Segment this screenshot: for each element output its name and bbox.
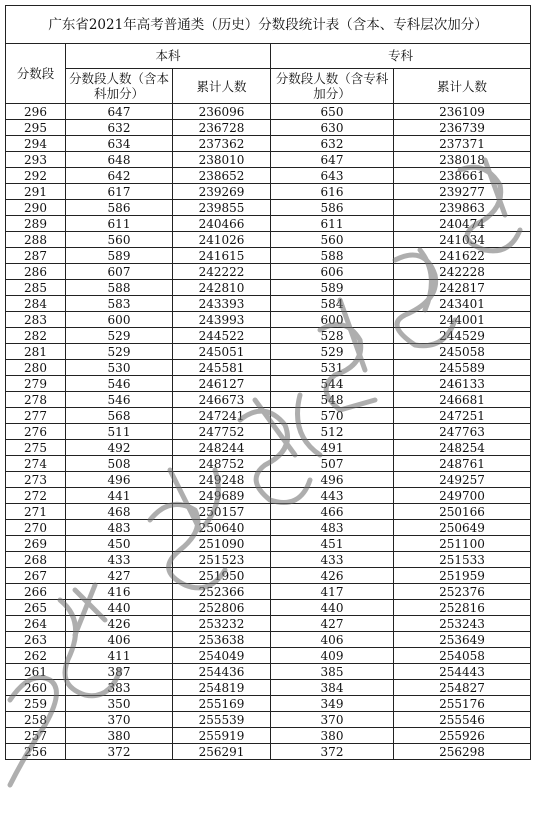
zhuanke-count-cell: 632 bbox=[271, 136, 394, 152]
benke-count-cell: 529 bbox=[66, 328, 173, 344]
score-cell: 261 bbox=[6, 664, 66, 680]
zhuanke-count-cell: 630 bbox=[271, 120, 394, 136]
benke-count-cell: 350 bbox=[66, 696, 173, 712]
zhuanke-cumulative-cell: 252816 bbox=[394, 600, 531, 616]
table-row bbox=[6, 328, 531, 344]
zhuanke-cumulative-cell: 253243 bbox=[394, 616, 531, 632]
benke-count-cell: 600 bbox=[66, 312, 173, 328]
zhuanke-cumulative-cell: 254443 bbox=[394, 664, 531, 680]
benke-cumulative-cell: 249689 bbox=[173, 488, 271, 504]
zhuanke-count-cell: 647 bbox=[271, 152, 394, 168]
zhuanke-count-cell: 426 bbox=[271, 568, 394, 584]
benke-cumulative-cell: 247752 bbox=[173, 424, 271, 440]
benke-cumulative-cell: 255169 bbox=[173, 696, 271, 712]
table-row bbox=[6, 472, 531, 488]
score-header: 分数段 bbox=[6, 44, 66, 104]
zhuanke-cumulative-cell: 241034 bbox=[394, 232, 531, 248]
zhuanke-cumulative-cell: 246681 bbox=[394, 392, 531, 408]
zhuanke-cumulative-cell: 251100 bbox=[394, 536, 531, 552]
score-cell: 266 bbox=[6, 584, 66, 600]
zhuanke-cumulative-cell: 240474 bbox=[394, 216, 531, 232]
table-row bbox=[6, 536, 531, 552]
table-row bbox=[6, 232, 531, 248]
zhuanke-cumulative-header: 累计人数 bbox=[394, 69, 531, 104]
benke-cumulative-cell: 243393 bbox=[173, 296, 271, 312]
zhuanke-cumulative-cell: 255176 bbox=[394, 696, 531, 712]
benke-cumulative-cell: 256291 bbox=[173, 744, 271, 760]
benke-count-cell: 450 bbox=[66, 536, 173, 552]
benke-cumulative-cell: 239855 bbox=[173, 200, 271, 216]
benke-cumulative-cell: 245581 bbox=[173, 360, 271, 376]
score-cell: 286 bbox=[6, 264, 66, 280]
benke-cumulative-cell: 242222 bbox=[173, 264, 271, 280]
score-cell: 281 bbox=[6, 344, 66, 360]
zhuanke-cumulative-cell: 254058 bbox=[394, 648, 531, 664]
zhuanke-cumulative-cell: 242228 bbox=[394, 264, 531, 280]
zhuanke-count-cell: 560 bbox=[271, 232, 394, 248]
table-row bbox=[6, 216, 531, 232]
zhuanke-count-cell: 370 bbox=[271, 712, 394, 728]
zhuanke-count-cell: 433 bbox=[271, 552, 394, 568]
benke-cumulative-cell: 240466 bbox=[173, 216, 271, 232]
benke-count-cell: 426 bbox=[66, 616, 173, 632]
benke-cumulative-cell: 255539 bbox=[173, 712, 271, 728]
table-row bbox=[6, 200, 531, 216]
benke-count-cell: 530 bbox=[66, 360, 173, 376]
zhuanke-cumulative-cell: 255926 bbox=[394, 728, 531, 744]
table-row bbox=[6, 552, 531, 568]
table-row bbox=[6, 136, 531, 152]
zhuanke-header: 专科 bbox=[271, 44, 531, 69]
zhuanke-cumulative-cell: 243401 bbox=[394, 296, 531, 312]
score-cell: 280 bbox=[6, 360, 66, 376]
zhuanke-count-cell: 466 bbox=[271, 504, 394, 520]
benke-count-header: 分数段人数（含本科加分） bbox=[66, 69, 173, 104]
score-cell: 257 bbox=[6, 728, 66, 744]
benke-cumulative-cell: 243993 bbox=[173, 312, 271, 328]
benke-count-cell: 546 bbox=[66, 392, 173, 408]
table-row bbox=[6, 632, 531, 648]
score-cell: 291 bbox=[6, 184, 66, 200]
benke-count-cell: 427 bbox=[66, 568, 173, 584]
score-cell: 287 bbox=[6, 248, 66, 264]
score-cell: 277 bbox=[6, 408, 66, 424]
zhuanke-cumulative-cell: 249700 bbox=[394, 488, 531, 504]
zhuanke-count-cell: 584 bbox=[271, 296, 394, 312]
benke-cumulative-cell: 239269 bbox=[173, 184, 271, 200]
table-row bbox=[6, 616, 531, 632]
zhuanke-count-cell: 548 bbox=[271, 392, 394, 408]
table-row bbox=[6, 104, 531, 120]
table-row bbox=[6, 488, 531, 504]
benke-cumulative-cell: 247241 bbox=[173, 408, 271, 424]
zhuanke-cumulative-cell: 250166 bbox=[394, 504, 531, 520]
benke-cumulative-cell: 254049 bbox=[173, 648, 271, 664]
zhuanke-count-cell: 349 bbox=[271, 696, 394, 712]
benke-cumulative-cell: 237362 bbox=[173, 136, 271, 152]
score-cell: 264 bbox=[6, 616, 66, 632]
score-cell: 270 bbox=[6, 520, 66, 536]
zhuanke-count-cell: 384 bbox=[271, 680, 394, 696]
table-row bbox=[6, 360, 531, 376]
benke-cumulative-cell: 241026 bbox=[173, 232, 271, 248]
zhuanke-cumulative-cell: 247763 bbox=[394, 424, 531, 440]
score-cell: 258 bbox=[6, 712, 66, 728]
zhuanke-count-cell: 616 bbox=[271, 184, 394, 200]
zhuanke-count-cell: 588 bbox=[271, 248, 394, 264]
table-row bbox=[6, 344, 531, 360]
benke-cumulative-cell: 248752 bbox=[173, 456, 271, 472]
benke-cumulative-header: 累计人数 bbox=[173, 69, 271, 104]
zhuanke-count-cell: 385 bbox=[271, 664, 394, 680]
table-row bbox=[6, 584, 531, 600]
table-title: 广东省2021年高考普通类（历史）分数段统计表（含本、专科层次加分） bbox=[6, 6, 531, 44]
zhuanke-cumulative-cell: 247251 bbox=[394, 408, 531, 424]
benke-count-cell: 433 bbox=[66, 552, 173, 568]
benke-count-cell: 440 bbox=[66, 600, 173, 616]
zhuanke-cumulative-cell: 253649 bbox=[394, 632, 531, 648]
score-cell: 267 bbox=[6, 568, 66, 584]
benke-cumulative-cell: 242810 bbox=[173, 280, 271, 296]
score-cell: 285 bbox=[6, 280, 66, 296]
score-cell: 292 bbox=[6, 168, 66, 184]
benke-cumulative-cell: 253232 bbox=[173, 616, 271, 632]
benke-count-cell: 560 bbox=[66, 232, 173, 248]
table-row bbox=[6, 504, 531, 520]
benke-count-cell: 441 bbox=[66, 488, 173, 504]
header-row-2 bbox=[6, 69, 531, 104]
benke-cumulative-cell: 236096 bbox=[173, 104, 271, 120]
zhuanke-count-cell: 440 bbox=[271, 600, 394, 616]
zhuanke-cumulative-cell: 238018 bbox=[394, 152, 531, 168]
zhuanke-cumulative-cell: 251533 bbox=[394, 552, 531, 568]
benke-count-cell: 632 bbox=[66, 120, 173, 136]
zhuanke-count-cell: 529 bbox=[271, 344, 394, 360]
benke-cumulative-cell: 251090 bbox=[173, 536, 271, 552]
benke-count-cell: 648 bbox=[66, 152, 173, 168]
table-body bbox=[6, 104, 531, 760]
table-row bbox=[6, 664, 531, 680]
table-row bbox=[6, 568, 531, 584]
table-row bbox=[6, 376, 531, 392]
zhuanke-cumulative-cell: 244001 bbox=[394, 312, 531, 328]
table-row bbox=[6, 280, 531, 296]
zhuanke-cumulative-cell: 252376 bbox=[394, 584, 531, 600]
benke-count-cell: 546 bbox=[66, 376, 173, 392]
zhuanke-cumulative-cell: 239277 bbox=[394, 184, 531, 200]
benke-cumulative-cell: 246673 bbox=[173, 392, 271, 408]
benke-cumulative-cell: 255919 bbox=[173, 728, 271, 744]
benke-cumulative-cell: 251523 bbox=[173, 552, 271, 568]
benke-cumulative-cell: 250640 bbox=[173, 520, 271, 536]
benke-count-cell: 607 bbox=[66, 264, 173, 280]
benke-count-cell: 647 bbox=[66, 104, 173, 120]
zhuanke-cumulative-cell: 245589 bbox=[394, 360, 531, 376]
zhuanke-count-header: 分数段人数（含专科加分） bbox=[271, 69, 394, 104]
benke-count-cell: 492 bbox=[66, 440, 173, 456]
zhuanke-cumulative-cell: 248254 bbox=[394, 440, 531, 456]
score-cell: 288 bbox=[6, 232, 66, 248]
zhuanke-count-cell: 589 bbox=[271, 280, 394, 296]
score-cell: 274 bbox=[6, 456, 66, 472]
score-cell: 265 bbox=[6, 600, 66, 616]
score-cell: 289 bbox=[6, 216, 66, 232]
benke-count-cell: 380 bbox=[66, 728, 173, 744]
benke-count-cell: 642 bbox=[66, 168, 173, 184]
zhuanke-count-cell: 417 bbox=[271, 584, 394, 600]
benke-count-cell: 508 bbox=[66, 456, 173, 472]
zhuanke-cumulative-cell: 246133 bbox=[394, 376, 531, 392]
benke-count-cell: 416 bbox=[66, 584, 173, 600]
zhuanke-count-cell: 427 bbox=[271, 616, 394, 632]
zhuanke-count-cell: 409 bbox=[271, 648, 394, 664]
benke-count-cell: 634 bbox=[66, 136, 173, 152]
score-cell: 259 bbox=[6, 696, 66, 712]
zhuanke-count-cell: 372 bbox=[271, 744, 394, 760]
benke-cumulative-cell: 252806 bbox=[173, 600, 271, 616]
zhuanke-cumulative-cell: 251959 bbox=[394, 568, 531, 584]
score-cell: 275 bbox=[6, 440, 66, 456]
zhuanke-count-cell: 507 bbox=[271, 456, 394, 472]
zhuanke-count-cell: 650 bbox=[271, 104, 394, 120]
table-row bbox=[6, 696, 531, 712]
zhuanke-cumulative-cell: 242817 bbox=[394, 280, 531, 296]
benke-count-cell: 586 bbox=[66, 200, 173, 216]
score-cell: 278 bbox=[6, 392, 66, 408]
zhuanke-count-cell: 451 bbox=[271, 536, 394, 552]
benke-cumulative-cell: 238652 bbox=[173, 168, 271, 184]
table-row bbox=[6, 264, 531, 280]
zhuanke-count-cell: 483 bbox=[271, 520, 394, 536]
benke-count-cell: 483 bbox=[66, 520, 173, 536]
table-row bbox=[6, 744, 531, 760]
zhuanke-cumulative-cell: 237371 bbox=[394, 136, 531, 152]
zhuanke-count-cell: 544 bbox=[271, 376, 394, 392]
benke-count-cell: 387 bbox=[66, 664, 173, 680]
zhuanke-cumulative-cell: 239863 bbox=[394, 200, 531, 216]
zhuanke-count-cell: 606 bbox=[271, 264, 394, 280]
benke-count-cell: 583 bbox=[66, 296, 173, 312]
benke-cumulative-cell: 252366 bbox=[173, 584, 271, 600]
zhuanke-count-cell: 531 bbox=[271, 360, 394, 376]
benke-header: 本科 bbox=[66, 44, 271, 69]
table-row bbox=[6, 680, 531, 696]
table-row bbox=[6, 424, 531, 440]
benke-cumulative-cell: 245051 bbox=[173, 344, 271, 360]
benke-count-cell: 383 bbox=[66, 680, 173, 696]
table-row bbox=[6, 712, 531, 728]
benke-count-cell: 372 bbox=[66, 744, 173, 760]
score-distribution-table bbox=[5, 5, 531, 760]
benke-count-cell: 589 bbox=[66, 248, 173, 264]
score-cell: 295 bbox=[6, 120, 66, 136]
table-row bbox=[6, 296, 531, 312]
zhuanke-count-cell: 611 bbox=[271, 216, 394, 232]
benke-cumulative-cell: 246127 bbox=[173, 376, 271, 392]
score-cell: 271 bbox=[6, 504, 66, 520]
score-cell: 263 bbox=[6, 632, 66, 648]
zhuanke-count-cell: 600 bbox=[271, 312, 394, 328]
table-row bbox=[6, 728, 531, 744]
zhuanke-cumulative-cell: 238661 bbox=[394, 168, 531, 184]
benke-cumulative-cell: 236728 bbox=[173, 120, 271, 136]
benke-cumulative-cell: 253638 bbox=[173, 632, 271, 648]
zhuanke-cumulative-cell: 248761 bbox=[394, 456, 531, 472]
zhuanke-cumulative-cell: 236109 bbox=[394, 104, 531, 120]
benke-count-cell: 511 bbox=[66, 424, 173, 440]
benke-count-cell: 468 bbox=[66, 504, 173, 520]
score-cell: 276 bbox=[6, 424, 66, 440]
zhuanke-count-cell: 380 bbox=[271, 728, 394, 744]
zhuanke-cumulative-cell: 244529 bbox=[394, 328, 531, 344]
header-row-1 bbox=[6, 44, 531, 69]
benke-cumulative-cell: 251950 bbox=[173, 568, 271, 584]
table-row bbox=[6, 168, 531, 184]
benke-count-cell: 588 bbox=[66, 280, 173, 296]
zhuanke-count-cell: 406 bbox=[271, 632, 394, 648]
table-title-row bbox=[6, 6, 531, 44]
zhuanke-count-cell: 528 bbox=[271, 328, 394, 344]
zhuanke-cumulative-cell: 255546 bbox=[394, 712, 531, 728]
zhuanke-count-cell: 512 bbox=[271, 424, 394, 440]
score-cell: 296 bbox=[6, 104, 66, 120]
score-cell: 282 bbox=[6, 328, 66, 344]
zhuanke-count-cell: 570 bbox=[271, 408, 394, 424]
score-cell: 256 bbox=[6, 744, 66, 760]
benke-cumulative-cell: 249248 bbox=[173, 472, 271, 488]
benke-count-cell: 617 bbox=[66, 184, 173, 200]
score-table-container bbox=[5, 5, 530, 760]
table-row bbox=[6, 248, 531, 264]
zhuanke-cumulative-cell: 241622 bbox=[394, 248, 531, 264]
benke-cumulative-cell: 241615 bbox=[173, 248, 271, 264]
score-cell: 273 bbox=[6, 472, 66, 488]
zhuanke-cumulative-cell: 256298 bbox=[394, 744, 531, 760]
table-row bbox=[6, 456, 531, 472]
score-cell: 269 bbox=[6, 536, 66, 552]
benke-cumulative-cell: 248244 bbox=[173, 440, 271, 456]
table-row bbox=[6, 440, 531, 456]
benke-cumulative-cell: 250157 bbox=[173, 504, 271, 520]
benke-cumulative-cell: 254819 bbox=[173, 680, 271, 696]
table-row bbox=[6, 120, 531, 136]
benke-count-cell: 496 bbox=[66, 472, 173, 488]
score-cell: 268 bbox=[6, 552, 66, 568]
score-cell: 293 bbox=[6, 152, 66, 168]
table-row bbox=[6, 152, 531, 168]
score-cell: 294 bbox=[6, 136, 66, 152]
table-row bbox=[6, 312, 531, 328]
benke-count-cell: 406 bbox=[66, 632, 173, 648]
zhuanke-cumulative-cell: 236739 bbox=[394, 120, 531, 136]
zhuanke-count-cell: 496 bbox=[271, 472, 394, 488]
score-cell: 262 bbox=[6, 648, 66, 664]
score-cell: 272 bbox=[6, 488, 66, 504]
zhuanke-cumulative-cell: 250649 bbox=[394, 520, 531, 536]
table-row bbox=[6, 184, 531, 200]
table-row bbox=[6, 392, 531, 408]
benke-count-cell: 370 bbox=[66, 712, 173, 728]
benke-count-cell: 568 bbox=[66, 408, 173, 424]
zhuanke-count-cell: 443 bbox=[271, 488, 394, 504]
table-row bbox=[6, 408, 531, 424]
benke-cumulative-cell: 238010 bbox=[173, 152, 271, 168]
table-row bbox=[6, 520, 531, 536]
score-cell: 260 bbox=[6, 680, 66, 696]
benke-count-cell: 529 bbox=[66, 344, 173, 360]
table-row bbox=[6, 600, 531, 616]
zhuanke-cumulative-cell: 254827 bbox=[394, 680, 531, 696]
zhuanke-count-cell: 491 bbox=[271, 440, 394, 456]
benke-cumulative-cell: 254436 bbox=[173, 664, 271, 680]
benke-count-cell: 611 bbox=[66, 216, 173, 232]
score-cell: 279 bbox=[6, 376, 66, 392]
zhuanke-count-cell: 586 bbox=[271, 200, 394, 216]
score-cell: 290 bbox=[6, 200, 66, 216]
table-row bbox=[6, 648, 531, 664]
score-cell: 284 bbox=[6, 296, 66, 312]
benke-count-cell: 411 bbox=[66, 648, 173, 664]
zhuanke-count-cell: 643 bbox=[271, 168, 394, 184]
zhuanke-cumulative-cell: 245058 bbox=[394, 344, 531, 360]
benke-cumulative-cell: 244522 bbox=[173, 328, 271, 344]
zhuanke-cumulative-cell: 249257 bbox=[394, 472, 531, 488]
score-cell: 283 bbox=[6, 312, 66, 328]
